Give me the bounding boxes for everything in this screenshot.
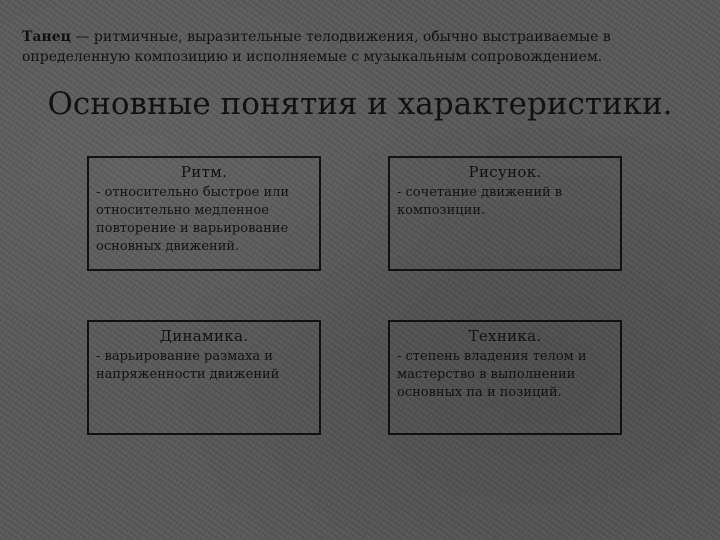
card-text-technique: - степень владения телом и мастерство в выполнении основных па и позиций. xyxy=(397,349,587,400)
card-dynamics xyxy=(87,320,321,435)
card-title-dynamics: Динамика. xyxy=(159,327,249,345)
card-rhythm xyxy=(87,156,321,271)
card-title-pattern: Рисунок. xyxy=(468,163,542,181)
card-title-technique: Техника. xyxy=(468,327,542,345)
intro-definition-text: — ритмичные, выразительные телодвижения, обычно выстраиваемые в определенную композицию и исполняемые с музыкальным сопровождением. xyxy=(22,29,611,65)
card-pattern xyxy=(388,156,622,271)
card-text-dynamics: - варьирование размаха и напряженности движений xyxy=(96,349,280,382)
card-text-pattern: - сочетание движений в композиции. xyxy=(397,185,563,218)
slide-title: Основные понятия и характеристики. xyxy=(47,86,673,122)
card-text-rhythm: - относительно быстрое или относительно медленное повторение и варьирование основных движений. xyxy=(96,185,290,254)
intro-term: Танец xyxy=(22,29,71,45)
card-technique xyxy=(388,320,622,435)
card-title-rhythm: Ритм. xyxy=(180,163,228,181)
intro-definition xyxy=(22,27,702,67)
